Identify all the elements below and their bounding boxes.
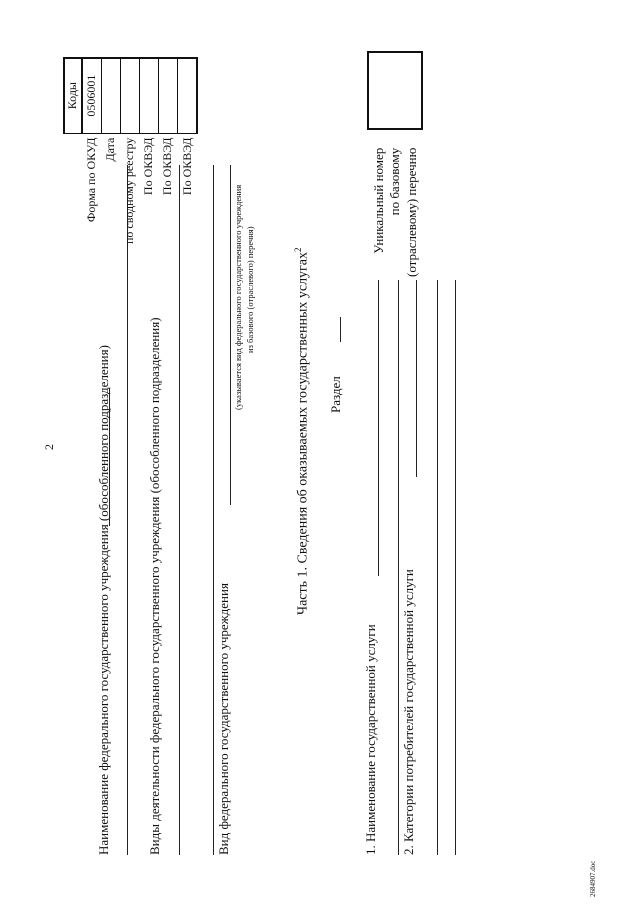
codes-row-label: По ОКВЭД [141, 137, 156, 196]
registry-code-cell[interactable] [121, 58, 140, 134]
part1-title [294, 247, 311, 615]
org-type-fill-line[interactable] [230, 165, 231, 505]
document-id: 2684907.doc [589, 860, 597, 897]
codes-row [159, 58, 178, 247]
org-name-label: Наименование федерального государственного учреждения (обособленного подразделения) [96, 345, 111, 855]
unique-number-label [371, 148, 420, 277]
part1-title-text: Часть 1. Сведения об оказываемых государственных услугах [295, 251, 311, 615]
okved-code-cell[interactable] [178, 58, 198, 134]
activities-label: Виды деятельности федерального государственного учреждения (обособленного подразделения) [147, 317, 162, 855]
unique-number-label-line: Уникальный номер [371, 147, 386, 254]
codes-row-label: Форма по ОКУД [84, 137, 99, 223]
service-name-fill-line-2[interactable] [398, 280, 399, 855]
service-name-label: 1. Наименование государственной услуги [363, 624, 378, 855]
codes-header-row [64, 58, 82, 247]
codes-row [121, 58, 140, 247]
okved-code-cell[interactable] [159, 58, 178, 134]
codes-row [140, 58, 159, 247]
okud-code-cell[interactable]: 0506001 [82, 58, 102, 134]
unique-number-label-line: по базовому [387, 147, 403, 216]
codes-row [82, 58, 102, 247]
activities-fill-line[interactable] [179, 165, 180, 855]
unique-number-label-line: (отраслевому) перечню [403, 147, 419, 277]
codes-row-label: по сводному реестру [122, 137, 137, 244]
codes-table [63, 57, 198, 247]
org-type-label: Вид федерального государственного учреждения [216, 583, 231, 855]
service-name-fill-line[interactable] [378, 280, 379, 576]
activities-fill-line-2[interactable] [213, 165, 214, 855]
codes-header: Коды [64, 58, 82, 134]
consumers-fill-line-3[interactable] [455, 280, 456, 855]
org-type-hint: (указывается вид федерального государственного учреждения [233, 184, 243, 410]
codes-row [102, 58, 121, 247]
page-number: 2 [42, 444, 56, 450]
codes-row-label: Дата [103, 137, 118, 162]
org-type-hint-2: из базового (отраслевого) перечня) [245, 226, 255, 353]
codes-row [178, 58, 198, 247]
codes-row-label: По ОКВЭД [160, 137, 175, 196]
consumers-fill-line-2[interactable] [437, 280, 438, 855]
consumers-label: 2. Категории потребителей государственной услуги [401, 569, 416, 855]
org-name-fill-line-2[interactable] [127, 165, 128, 855]
org-name-fill-line[interactable] [109, 388, 110, 526]
codes-row-label: По ОКВЭД [179, 137, 194, 196]
date-code-cell[interactable] [102, 58, 121, 134]
section-label: Раздел [328, 376, 343, 413]
consumers-fill-line[interactable] [416, 280, 417, 477]
okved-code-cell[interactable] [140, 58, 159, 134]
section-number-fill-line[interactable] [340, 317, 341, 342]
footnote-mark: 2 [293, 247, 303, 252]
unique-number-box[interactable] [367, 51, 423, 130]
